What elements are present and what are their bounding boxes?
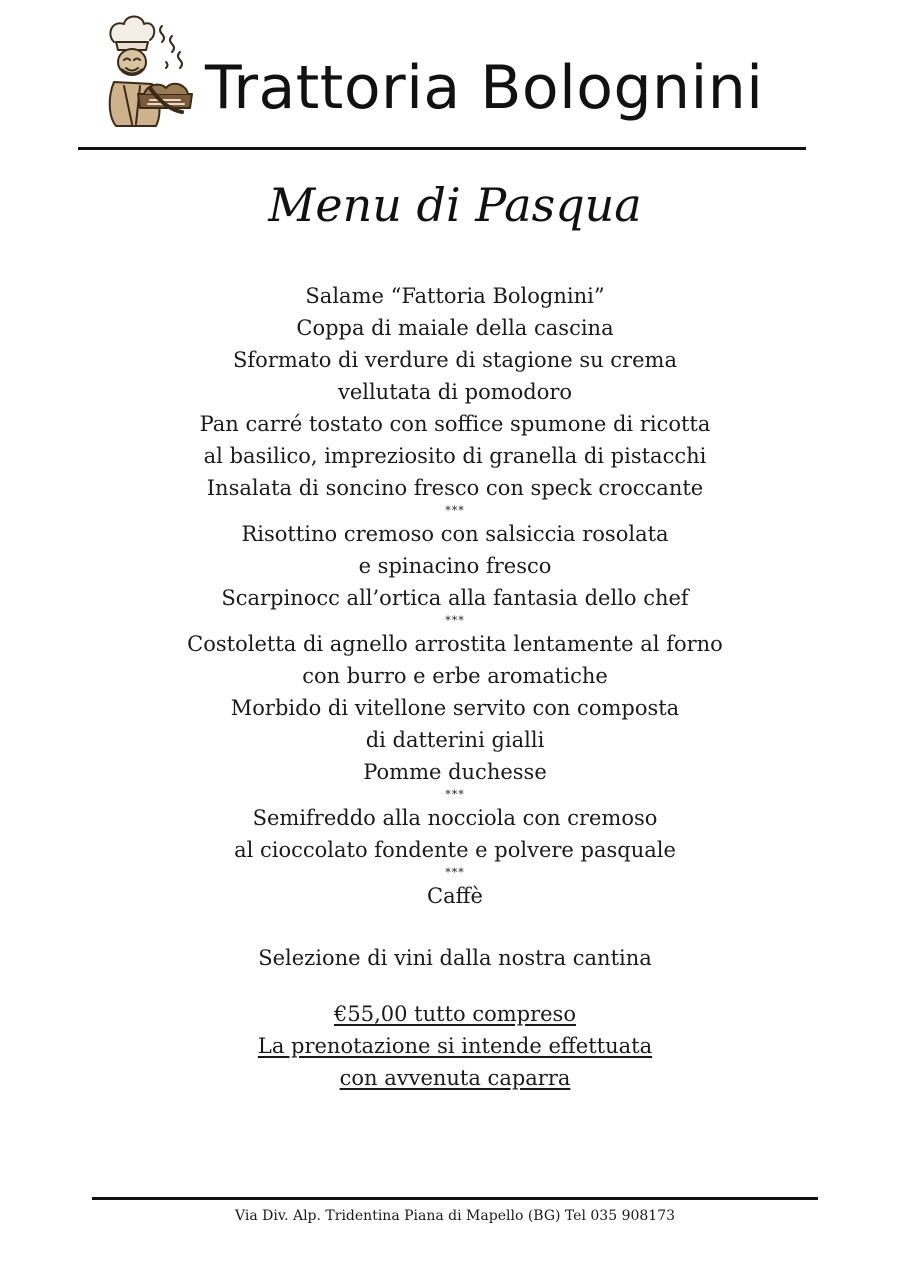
menu-item: con burro e erbe aromatiche [302,664,608,688]
course-separator: *** [445,866,465,879]
menu-item: Sformato di verdure di stagione su crema [233,348,677,372]
menu-title: Menu di Pasqua [268,178,642,232]
header-divider [78,147,806,150]
footer-divider [92,1197,818,1200]
menu-item: Morbido di vitellone servito con composta [230,696,680,720]
footer-address: Via Div. Alp. Tridentina Piana di Mapello (BG) Tel 035 908173 [234,1208,676,1224]
menu-item: Pomme duchesse [363,760,547,784]
course-separator: *** [445,504,465,517]
menu-item: al basilico, impreziosito di granella di pistacchi [203,444,707,468]
restaurant-name: Trattoria Bolognini [205,53,764,123]
menu-item: Semifreddo alla nocciola con cremoso [252,806,658,830]
course-separator: *** [445,614,465,627]
menu-item: di datterini gialli [365,728,545,752]
menu-item-caffe: Caffè [427,884,483,908]
booking-note-line-2: con avvenuta caparra [339,1066,571,1090]
course-separator: *** [445,788,465,801]
menu-item: Coppa di maiale della cascina [296,316,614,340]
wine-selection: Selezione di vini dalla nostra cantina [258,946,652,970]
menu-item: Salame “Fattoria Bolognini” [305,284,605,308]
booking-note-line-1: La prenotazione si intende effettuata [257,1034,653,1058]
menu-item: vellutata di pomodoro [337,380,573,404]
menu-item: Insalata di soncino fresco con speck croccante [206,476,704,500]
menu-body [0,280,910,1094]
chef-carrying-tray-icon [100,12,200,130]
menu-item: Costoletta di agnello arrostita lentamente al forno [187,632,723,656]
menu-item: al cioccolato fondente e polvere pasquale [234,838,676,862]
menu-item: Scarpinocc all’ortica alla fantasia dello chef [221,586,689,610]
price: €55,00 tutto compreso [334,1002,576,1026]
menu-item: e spinacino fresco [358,554,552,578]
menu-item: Risottino cremoso con salsiccia rosolata [241,522,669,546]
menu-item: Pan carré tostato con soffice spumone di ricotta [199,412,711,436]
